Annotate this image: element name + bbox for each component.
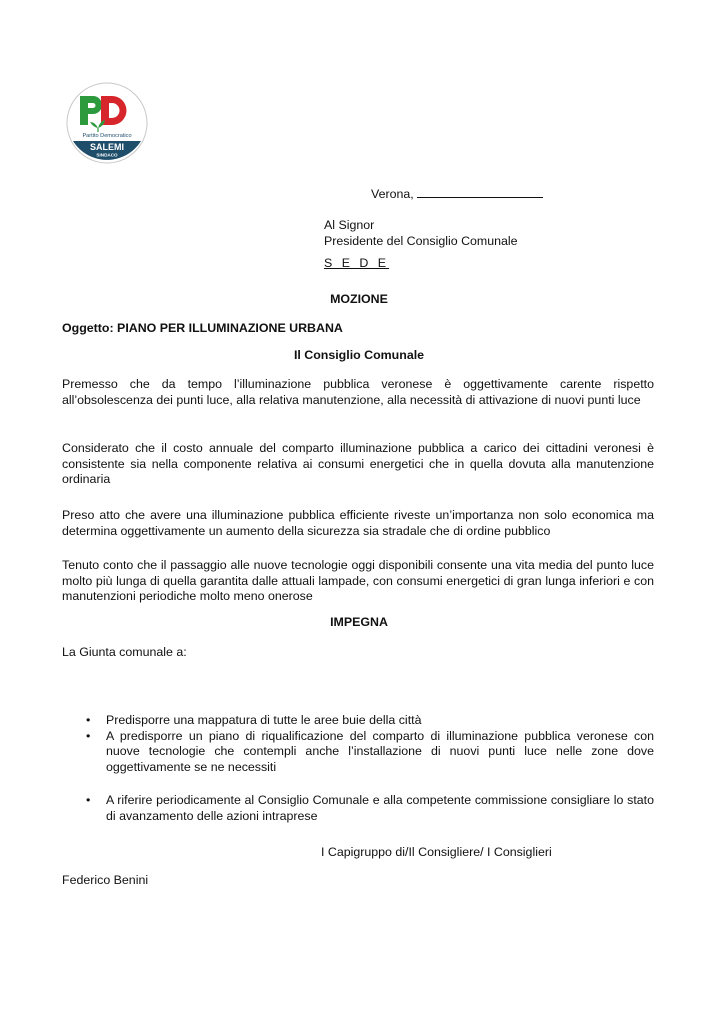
list-item <box>62 793 654 824</box>
paragraph-considerato: Considerato che il costo annuale del comparto illuminazione pubblica a carico dei cittadini veronesi è consistente sia nella componente relativa ai consumi energetici che in quella dovuta alla manutenzione ordinaria <box>62 441 654 486</box>
commitment-text: A riferire periodicamente al Consiglio Comunale e alla competente commissione consigliare lo stato di avanzamento delle azioni intraprese <box>106 793 654 823</box>
recipient-line2: Presidente del Consiglio Comunale <box>324 234 518 248</box>
list-item <box>62 713 654 729</box>
pd-logo-icon <box>66 82 148 164</box>
paragraph-tenuto-conto: Tenuto conto che il passaggio alle nuove tecnologie oggi disponibili consente una vita media del punto luce molto più lunga di quella garantita dalle attuali lampade, con consumi energetici di gran lunga inferiori e con manutenzioni periodiche molto meno onerose <box>62 558 654 603</box>
paragraph-premesso: Premesso che da tempo l’illuminazione pubblica veronese è oggettivamente carente rispetto all’obsolescenza dei punti luce, alla relativa manutenzione, alla necessità di attivazione di nuovi punti luce <box>62 377 654 407</box>
bullet-icon: • <box>86 728 91 743</box>
commitment-text: A predisporre un piano di riqualificazione del comparto di illuminazione pubblica veronese con nuove tecnologie che contempli anche l’installazione di nuovi punti luce nelle zone dove oggettivamente se ne necessiti <box>106 728 654 774</box>
signer-name: Federico Benini <box>62 873 149 887</box>
logo-candidate-name: SALEMI <box>89 142 125 152</box>
place-label: Verona, <box>371 187 414 201</box>
date-blank <box>417 186 543 198</box>
giunta-intro: La Giunta comunale a: <box>62 645 187 659</box>
impegna-heading: IMPEGNA <box>330 615 388 629</box>
party-logo <box>66 82 148 164</box>
document-title: MOZIONE <box>330 292 388 306</box>
recipient-line3: S E D E <box>324 256 390 270</box>
paragraph-preso-atto: Preso atto che avere una illuminazione pubblica efficiente riveste un’importanza non solo economica ma determina oggettivamente un aumento della sicurezza sia stradale che di ordine pubblico <box>62 508 654 538</box>
council-heading: Il Consiglio Comunale <box>293 348 425 362</box>
bullet-icon: • <box>86 713 91 727</box>
logo-role: SINDACO <box>96 152 118 158</box>
recipient-line1: Al Signor <box>324 218 375 232</box>
commitment-text: Predisporre una mappatura di tutte le aree buie della città <box>106 713 422 727</box>
subject: Oggetto: PIANO PER ILLUMINAZIONE URBANA <box>62 321 343 335</box>
list-item <box>62 729 654 776</box>
commitments-list <box>62 713 654 824</box>
place-date <box>371 186 543 203</box>
bullet-icon: • <box>86 793 91 807</box>
signature-line: I Capigruppo di/Il Consigliere/ I Consiglieri <box>321 845 552 859</box>
logo-party-name: Partito Democratico <box>82 133 132 139</box>
